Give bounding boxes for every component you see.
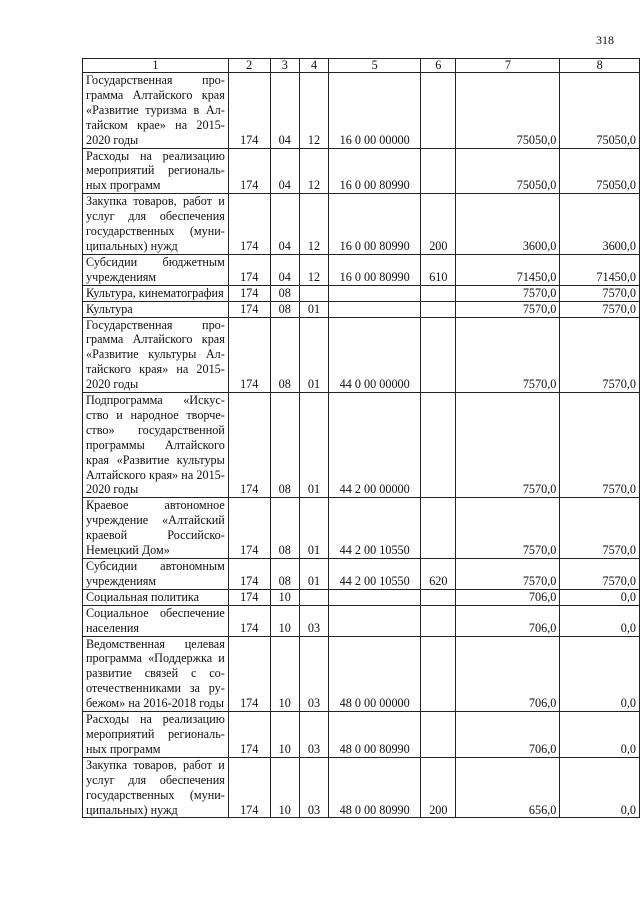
- section-code-cell: 10: [270, 605, 299, 636]
- subsection-code-cell: [299, 589, 328, 605]
- column-header-5: 5: [329, 59, 421, 73]
- amount-col8-cell: 0,0: [560, 712, 640, 758]
- expense-type-cell: 610: [421, 254, 456, 285]
- amount-col8-cell: 7570,0: [560, 498, 640, 559]
- expense-type-cell: 200: [421, 194, 456, 255]
- subsection-code-cell: 12: [299, 148, 328, 194]
- amount-col7-cell: 656,0: [456, 757, 560, 818]
- section-code-cell: 08: [270, 559, 299, 590]
- target-article-cell: 16 0 00 80990: [329, 254, 421, 285]
- row-name-cell: Ведомственная целевая программа «Поддержка и развитие связей с соотечественниками за рубежом» на 2016-2018 годы: [83, 636, 229, 712]
- row-name-cell: Социальное обеспечение населения: [83, 605, 229, 636]
- amount-col8-cell: 7570,0: [560, 285, 640, 301]
- amount-col8-cell: 7570,0: [560, 393, 640, 498]
- ved-code-cell: 174: [228, 194, 270, 255]
- row-name-cell: Социальная политика: [83, 589, 229, 605]
- table-row: [83, 757, 640, 818]
- subsection-code-cell: 03: [299, 757, 328, 818]
- expense-type-cell: [421, 73, 456, 149]
- ved-code-cell: 174: [228, 589, 270, 605]
- page-number: 318: [596, 33, 614, 47]
- table-header-row: [83, 59, 640, 73]
- amount-col7-cell: 7570,0: [456, 498, 560, 559]
- subsection-code-cell: 01: [299, 393, 328, 498]
- ved-code-cell: 174: [228, 605, 270, 636]
- table-row: [83, 589, 640, 605]
- row-name-cell: Государственная программа Алтайского края «Развитие культуры Алтайского края» на 2015-2020 годы: [83, 317, 229, 393]
- expense-type-cell: 620: [421, 559, 456, 590]
- target-article-cell: 16 0 00 00000: [329, 73, 421, 149]
- ved-code-cell: 174: [228, 393, 270, 498]
- amount-col7-cell: 706,0: [456, 636, 560, 712]
- ved-code-cell: 174: [228, 254, 270, 285]
- amount-col7-cell: 706,0: [456, 589, 560, 605]
- section-code-cell: 10: [270, 757, 299, 818]
- target-article-cell: 44 2 00 10550: [329, 498, 421, 559]
- section-code-cell: 08: [270, 393, 299, 498]
- subsection-code-cell: 03: [299, 605, 328, 636]
- row-name-cell: Культура, кинематография: [83, 285, 229, 301]
- section-code-cell: 08: [270, 498, 299, 559]
- section-code-cell: 08: [270, 285, 299, 301]
- expense-type-cell: [421, 589, 456, 605]
- amount-col7-cell: 75050,0: [456, 148, 560, 194]
- table-row: [83, 148, 640, 194]
- expense-type-cell: [421, 285, 456, 301]
- target-article-cell: 16 0 00 80990: [329, 148, 421, 194]
- amount-col8-cell: 7570,0: [560, 317, 640, 393]
- subsection-code-cell: 03: [299, 636, 328, 712]
- target-article-cell: [329, 605, 421, 636]
- section-code-cell: 08: [270, 301, 299, 317]
- row-name-cell: Субсидии автономным учреждениям: [83, 559, 229, 590]
- subsection-code-cell: 12: [299, 73, 328, 149]
- ved-code-cell: 174: [228, 73, 270, 149]
- table-row: [83, 317, 640, 393]
- amount-col7-cell: 7570,0: [456, 317, 560, 393]
- row-name-cell: Субсидии бюджетным учреждениям: [83, 254, 229, 285]
- ved-code-cell: 174: [228, 285, 270, 301]
- amount-col8-cell: 0,0: [560, 636, 640, 712]
- table-row: [83, 712, 640, 758]
- expense-type-cell: [421, 301, 456, 317]
- subsection-code-cell: 12: [299, 194, 328, 255]
- amount-col7-cell: 7570,0: [456, 285, 560, 301]
- column-header-4: 4: [299, 59, 328, 73]
- section-code-cell: 04: [270, 73, 299, 149]
- amount-col8-cell: 75050,0: [560, 148, 640, 194]
- subsection-code-cell: 12: [299, 254, 328, 285]
- ved-code-cell: 174: [228, 712, 270, 758]
- table-row: [83, 73, 640, 149]
- amount-col8-cell: 0,0: [560, 757, 640, 818]
- section-code-cell: 08: [270, 317, 299, 393]
- target-article-cell: 16 0 00 80990: [329, 194, 421, 255]
- target-article-cell: [329, 285, 421, 301]
- expense-type-cell: [421, 605, 456, 636]
- budget-table: [82, 58, 640, 818]
- column-header-6: 6: [421, 59, 456, 73]
- row-name-cell: Расходы на реализацию мероприятий региональных программ: [83, 148, 229, 194]
- expense-type-cell: [421, 498, 456, 559]
- amount-col7-cell: 7570,0: [456, 393, 560, 498]
- amount-col8-cell: 0,0: [560, 605, 640, 636]
- row-name-cell: Закупка товаров, работ и услуг для обеспечения государственных (муниципальных) нужд: [83, 194, 229, 255]
- target-article-cell: 44 2 00 00000: [329, 393, 421, 498]
- subsection-code-cell: 03: [299, 712, 328, 758]
- row-name-cell: Расходы на реализацию мероприятий региональных программ: [83, 712, 229, 758]
- target-article-cell: 48 0 00 00000: [329, 636, 421, 712]
- row-name-cell: Подпрограмма «Искусство и народное творчество» государственной программы Алтайского края «Развитие культуры Алтайского края» на 2015-2020 годы: [83, 393, 229, 498]
- table-row: [83, 605, 640, 636]
- subsection-code-cell: [299, 285, 328, 301]
- subsection-code-cell: 01: [299, 559, 328, 590]
- table-row: [83, 194, 640, 255]
- table-row: [83, 285, 640, 301]
- ved-code-cell: 174: [228, 498, 270, 559]
- row-name-cell: Культура: [83, 301, 229, 317]
- column-header-1: 1: [83, 59, 229, 73]
- table-row: [83, 254, 640, 285]
- ved-code-cell: 174: [228, 317, 270, 393]
- target-article-cell: [329, 301, 421, 317]
- ved-code-cell: 174: [228, 301, 270, 317]
- section-code-cell: 04: [270, 194, 299, 255]
- expense-type-cell: [421, 393, 456, 498]
- amount-col7-cell: 7570,0: [456, 559, 560, 590]
- amount-col8-cell: 3600,0: [560, 194, 640, 255]
- target-article-cell: [329, 589, 421, 605]
- amount-col8-cell: 75050,0: [560, 73, 640, 149]
- expense-type-cell: 200: [421, 757, 456, 818]
- table-row: [83, 636, 640, 712]
- amount-col8-cell: 71450,0: [560, 254, 640, 285]
- amount-col8-cell: 7570,0: [560, 301, 640, 317]
- subsection-code-cell: 01: [299, 317, 328, 393]
- amount-col7-cell: 71450,0: [456, 254, 560, 285]
- target-article-cell: 44 0 00 00000: [329, 317, 421, 393]
- expense-type-cell: [421, 636, 456, 712]
- target-article-cell: 44 2 00 10550: [329, 559, 421, 590]
- row-name-cell: Краевое автономное учреждение «Алтайский краевой Российско-Немецкий Дом»: [83, 498, 229, 559]
- table-row: [83, 498, 640, 559]
- column-header-2: 2: [228, 59, 270, 73]
- amount-col7-cell: 7570,0: [456, 301, 560, 317]
- amount-col7-cell: 706,0: [456, 605, 560, 636]
- expense-type-cell: [421, 148, 456, 194]
- ved-code-cell: 174: [228, 636, 270, 712]
- expense-type-cell: [421, 712, 456, 758]
- section-code-cell: 04: [270, 254, 299, 285]
- table-row: [83, 393, 640, 498]
- amount-col7-cell: 3600,0: [456, 194, 560, 255]
- column-header-7: 7: [456, 59, 560, 73]
- target-article-cell: 48 0 00 80990: [329, 757, 421, 818]
- row-name-cell: Закупка товаров, работ и услуг для обеспечения государственных (муниципальных) нужд: [83, 757, 229, 818]
- ved-code-cell: 174: [228, 559, 270, 590]
- target-article-cell: 48 0 00 80990: [329, 712, 421, 758]
- amount-col7-cell: 75050,0: [456, 73, 560, 149]
- section-code-cell: 04: [270, 148, 299, 194]
- subsection-code-cell: 01: [299, 301, 328, 317]
- column-header-3: 3: [270, 59, 299, 73]
- expense-type-cell: [421, 317, 456, 393]
- row-name-cell: Государственная программа Алтайского края «Развитие туризма в Алтайском крае» на 2015-2020 годы: [83, 73, 229, 149]
- amount-col8-cell: 0,0: [560, 589, 640, 605]
- column-header-8: 8: [560, 59, 640, 73]
- amount-col7-cell: 706,0: [456, 712, 560, 758]
- table-row: [83, 559, 640, 590]
- subsection-code-cell: 01: [299, 498, 328, 559]
- section-code-cell: 10: [270, 712, 299, 758]
- table-row: [83, 301, 640, 317]
- section-code-cell: 10: [270, 636, 299, 712]
- amount-col8-cell: 7570,0: [560, 559, 640, 590]
- ved-code-cell: 174: [228, 148, 270, 194]
- section-code-cell: 10: [270, 589, 299, 605]
- ved-code-cell: 174: [228, 757, 270, 818]
